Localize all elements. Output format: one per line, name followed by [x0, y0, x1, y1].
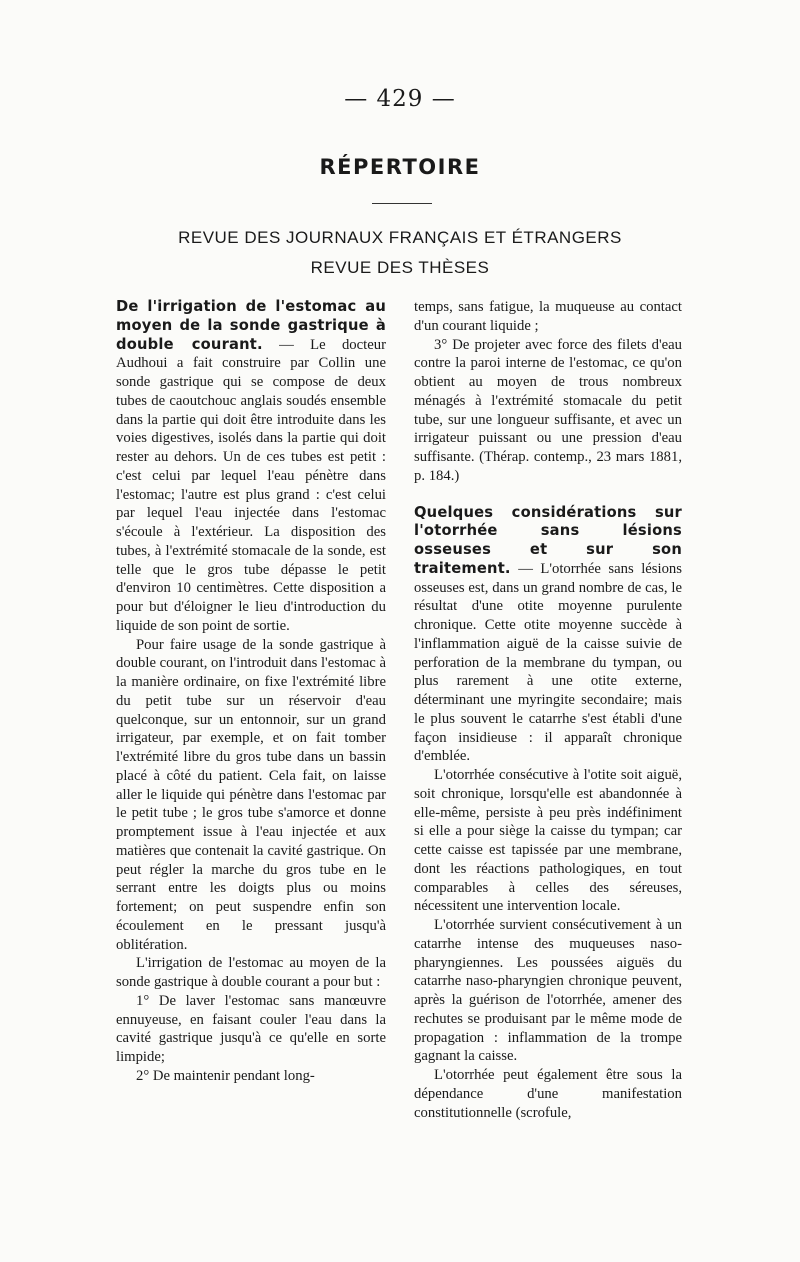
article2-paragraph-4: L'otorrhée peut également être sous la dépendance d'une manifestation constitutionnelle (scrofule,	[414, 1067, 682, 1121]
article1-paragraph-7: 3° De projeter avec force des filets d'eau contre la paroi interne de l'estomac, ce qu'on obtient au moyen de trous nombreux ménagés à l'extrémité stomacale du petit tube, sur une longueur suffisante, et avec un irrigateur puissant ou une pression d'eau suffisante. (Thérap. contemp., 23 mars 1881, p. 184.)	[414, 336, 682, 484]
article1-paragraph-3: L'irrigation de l'estomac au moyen de la sonde gastrique à double courant a pour but :	[116, 955, 386, 990]
right-column	[414, 298, 682, 1122]
article1-paragraph-1: — Le docteur Audhoui a fait construire par Collin une sonde gastrique qui se compose de deux tubes de caoutchouc anglais soudés ensemble dans la partie qui doit être introduite dans les voies digestives, isolés dans la partie qui doit rester au dehors. Un de ces tubes est petit : c'est celui par lequel l'eau pénètre dans l'estomac; l'autre est plus grand : c'est celui par lequel l'eau injectée dans l'estomac s'écoule à l'extérieur. La disposition des tubes, à l'extrémité stomacale de la sonde, est telle que le gros tube dépasse le petit d'environ 10 centimètres. Cette disposition a pour but d'éloigner le lieu d'introduction du liquide de son point de sortie.	[116, 336, 386, 634]
article1-lead	[116, 298, 386, 636]
article2-lead	[414, 504, 682, 767]
thesis-review-heading: REVUE DES THÈSES	[310, 258, 490, 277]
journal-review-heading: REVUE DES JOURNAUX FRANÇAIS ET ÉTRANGERS	[178, 228, 622, 247]
left-column	[116, 298, 386, 1086]
section-title: RÉPERTOIRE	[319, 155, 481, 179]
article1-paragraph-5: 2° De maintenir pendant long-	[136, 1067, 315, 1084]
article1-paragraph-4: 1° De laver l'estomac sans manœuvre ennuyeuse, en faisant couler l'eau dans la cavité gastrique jusqu'à ce qu'elle en sorte limpide;	[116, 992, 386, 1065]
article1-title: De l'irrigation de l'estomac au moyen de la sonde gastrique à double courant.	[116, 298, 386, 353]
article1-paragraph-2: Pour faire usage de la sonde gastrique à double courant, on l'introduit dans l'estomac à la manière ordinaire, on fixe l'extrémité libre du petit tube sur un réservoir d'eau quelconque, sur un entonnoir, sur un grand irrigateur, par exemple, et on fait tomber l'extrémité libre du gros tube dans un bassin placé à côté du patient. Cela fait, on laisse aller le liquide qui pénètre dans l'estomac par le petit tube ; le gros tube s'amorce et donne promptement issue à l'eau injectée et aux matières que contenait la cavité gastrique. On peut régler la marche du gros tube en le serrant entre les doigts plus ou moins fortement; on peut suspendre enfin son écoulement en le pressant jusqu'à oblitération.	[116, 636, 387, 953]
page-number: — 429 —	[344, 86, 456, 112]
article2-paragraph-1: — L'otorrhée sans lésions osseuses est, dans un grand nombre de cas, le résultat d'une otite moyenne purulente chronique. Cette otite moyenne succède à l'inflammation aiguë de la caisse suivie de perforation de la membrane du tympan, ou plus rarement à une otite externe, déterminant une myringite secondaire; mais le plus souvent le catarrhe s'est établi d'une façon insidieuse : il apparaît chronique d'emblée.	[414, 560, 682, 765]
article2-title: Quelques considérations sur l'otorrhée sans lésions osseuses et sur son traitement.	[414, 503, 682, 577]
article2-paragraph-3: L'otorrhée survient consécutivement à un catarrhe intense des muqueuses naso-pharyngiennes. Les poussées aiguës du catarrhe naso-pharyngien chronique peuvent, après la guérison de l'otorrhée, amener des rechutes se produisant par le même mode de propagation : inflammation de la trompe gagnant la caisse.	[414, 917, 682, 1065]
divider	[372, 203, 432, 204]
article2-paragraph-2: L'otorrhée consécutive à l'otite soit aiguë, soit chronique, lorsqu'elle est abandonnée à elle-même, persiste à peu près indéfiniment si elle a pour siège la caisse du tympan; car cette caisse est tapissée par une membrane, dont les réactions pathologiques, en tout comparables à celles des séreuses, nécessitent une intervention locale.	[414, 767, 682, 915]
article1-paragraph-6: temps, sans fatigue, la muqueuse au contact d'un courant liquide ;	[414, 299, 682, 334]
